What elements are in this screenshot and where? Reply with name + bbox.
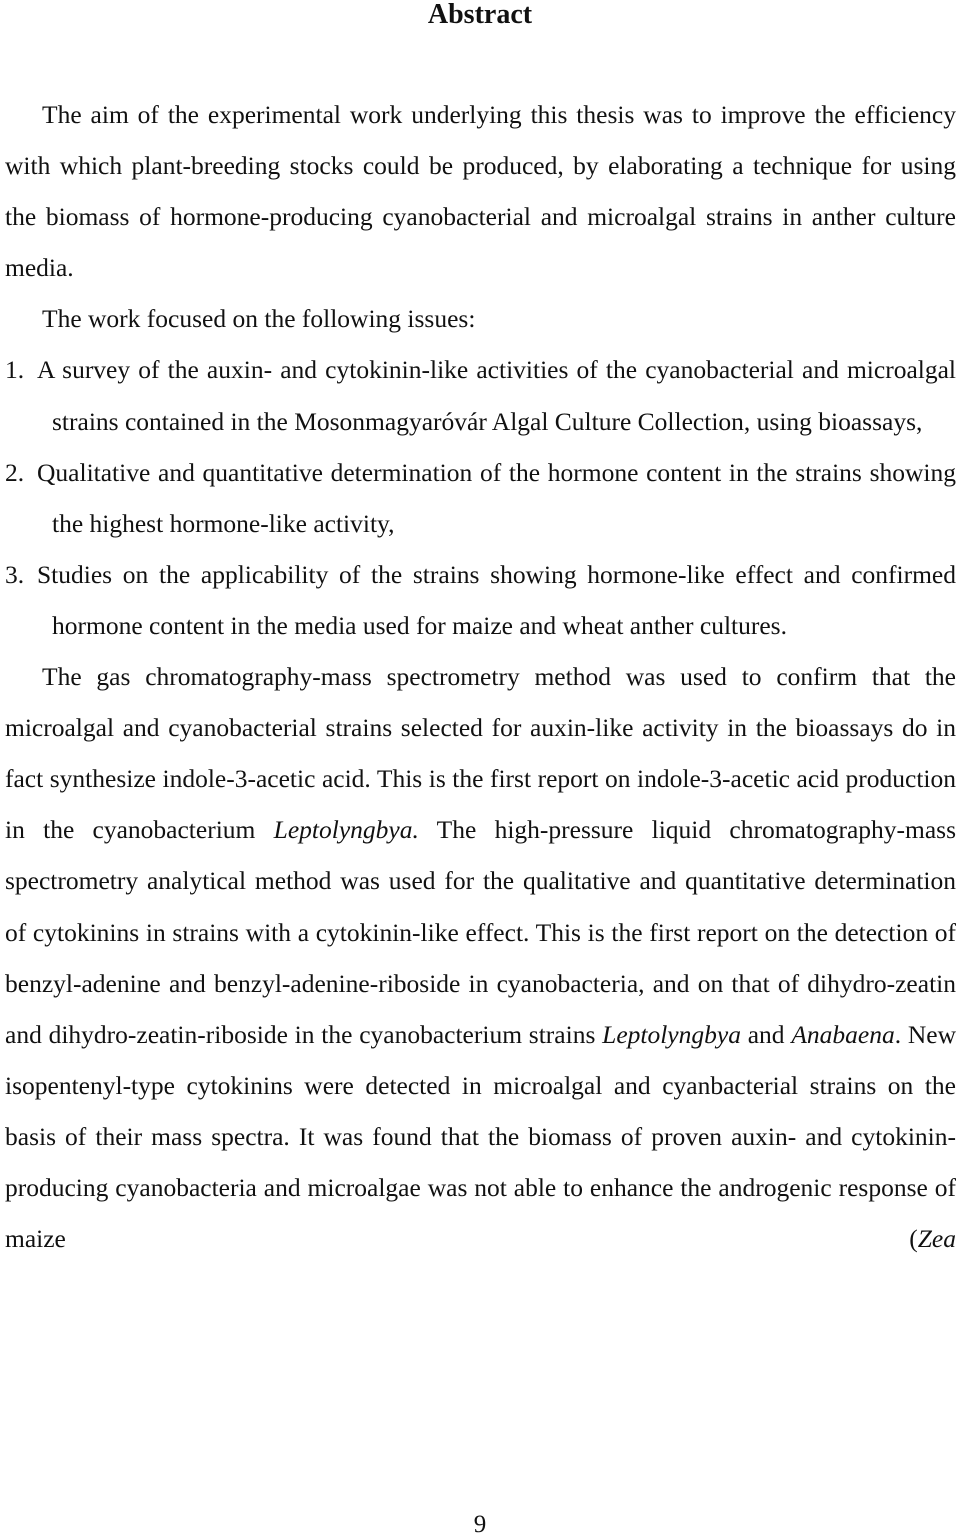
results-text-2: The high-pressure liquid chromatography-mass spectrometry analytical method was used for the qualitative and quantitative determination of cytokinins in strains with a cytokinin-like effect. This is the first report on the detection of benzyl-adenine and benzyl-adenine-riboside in cyanobacteria, and on that of dihydro-zeatin and dihydro-zeatin-riboside in the cyanobacterium strains <box>5 815 957 1049</box>
issue-number: 3. <box>5 559 25 589</box>
intro-paragraph: The aim of the experimental work underlying this thesis was to improve the efficiency with which plant-breeding stocks could be produced, by elaborating a technique for using the biomass of hormone-producing cyanobacterial and microalgal strains in anther culture media. <box>5 100 956 283</box>
issue-number: 2. <box>5 457 25 487</box>
issue-item-1 <box>5 344 956 446</box>
results-paragraph <box>5 651 956 1264</box>
page-number: 9 <box>473 1511 487 1538</box>
issue-text: Studies on the applicability of the strains showing hormone-like effect and confirmed hormone content in the media used for maize and wheat anther cultures. <box>37 559 956 640</box>
results-text-3: . New isopentenyl-type cytokinins were detected in microalgal and cyanbacterial strains on the basis of their mass spectra. It was found that the biomass of proven auxin- and cytokinin-producing cyanobacteria and microalgae was not able to enhance the androgenic response of maize ( <box>5 1019 957 1254</box>
results-text-1: The gas chromatography-mass spectrometry method was used to confirm that the microalgal and cyanobacterial strains selected for auxin-like activity in the bioassays do in fact synthesize indole-3-acetic acid. This is the first report on indole-3-acetic acid production in the cyanobacterium <box>5 662 956 845</box>
issue-text: Qualitative and quantitative determination of the hormone content in the strains showing the highest hormone-like activity, <box>37 457 956 538</box>
issue-number: 1. <box>5 355 25 385</box>
issue-item-3 <box>5 549 956 651</box>
issue-item-2 <box>5 447 956 549</box>
focus-intro-paragraph: The work focused on the following issues: <box>42 304 476 334</box>
conjunction: and <box>747 1019 785 1049</box>
genus-name: Leptolyngbya. <box>273 815 419 845</box>
abstract-heading: Abstract <box>427 0 533 30</box>
genus-name: Anabaena <box>791 1019 895 1049</box>
abstract-body <box>5 89 956 1264</box>
genus-name: Zea <box>917 1224 956 1254</box>
issue-text: A survey of the auxin- and cytokinin-like activities of the cyanobacterial and microalgal strains contained in the Mosonmagyaróvár Algal Culture Collection, using bioassays, <box>37 355 956 436</box>
genus-name: Leptolyngbya <box>602 1019 741 1049</box>
